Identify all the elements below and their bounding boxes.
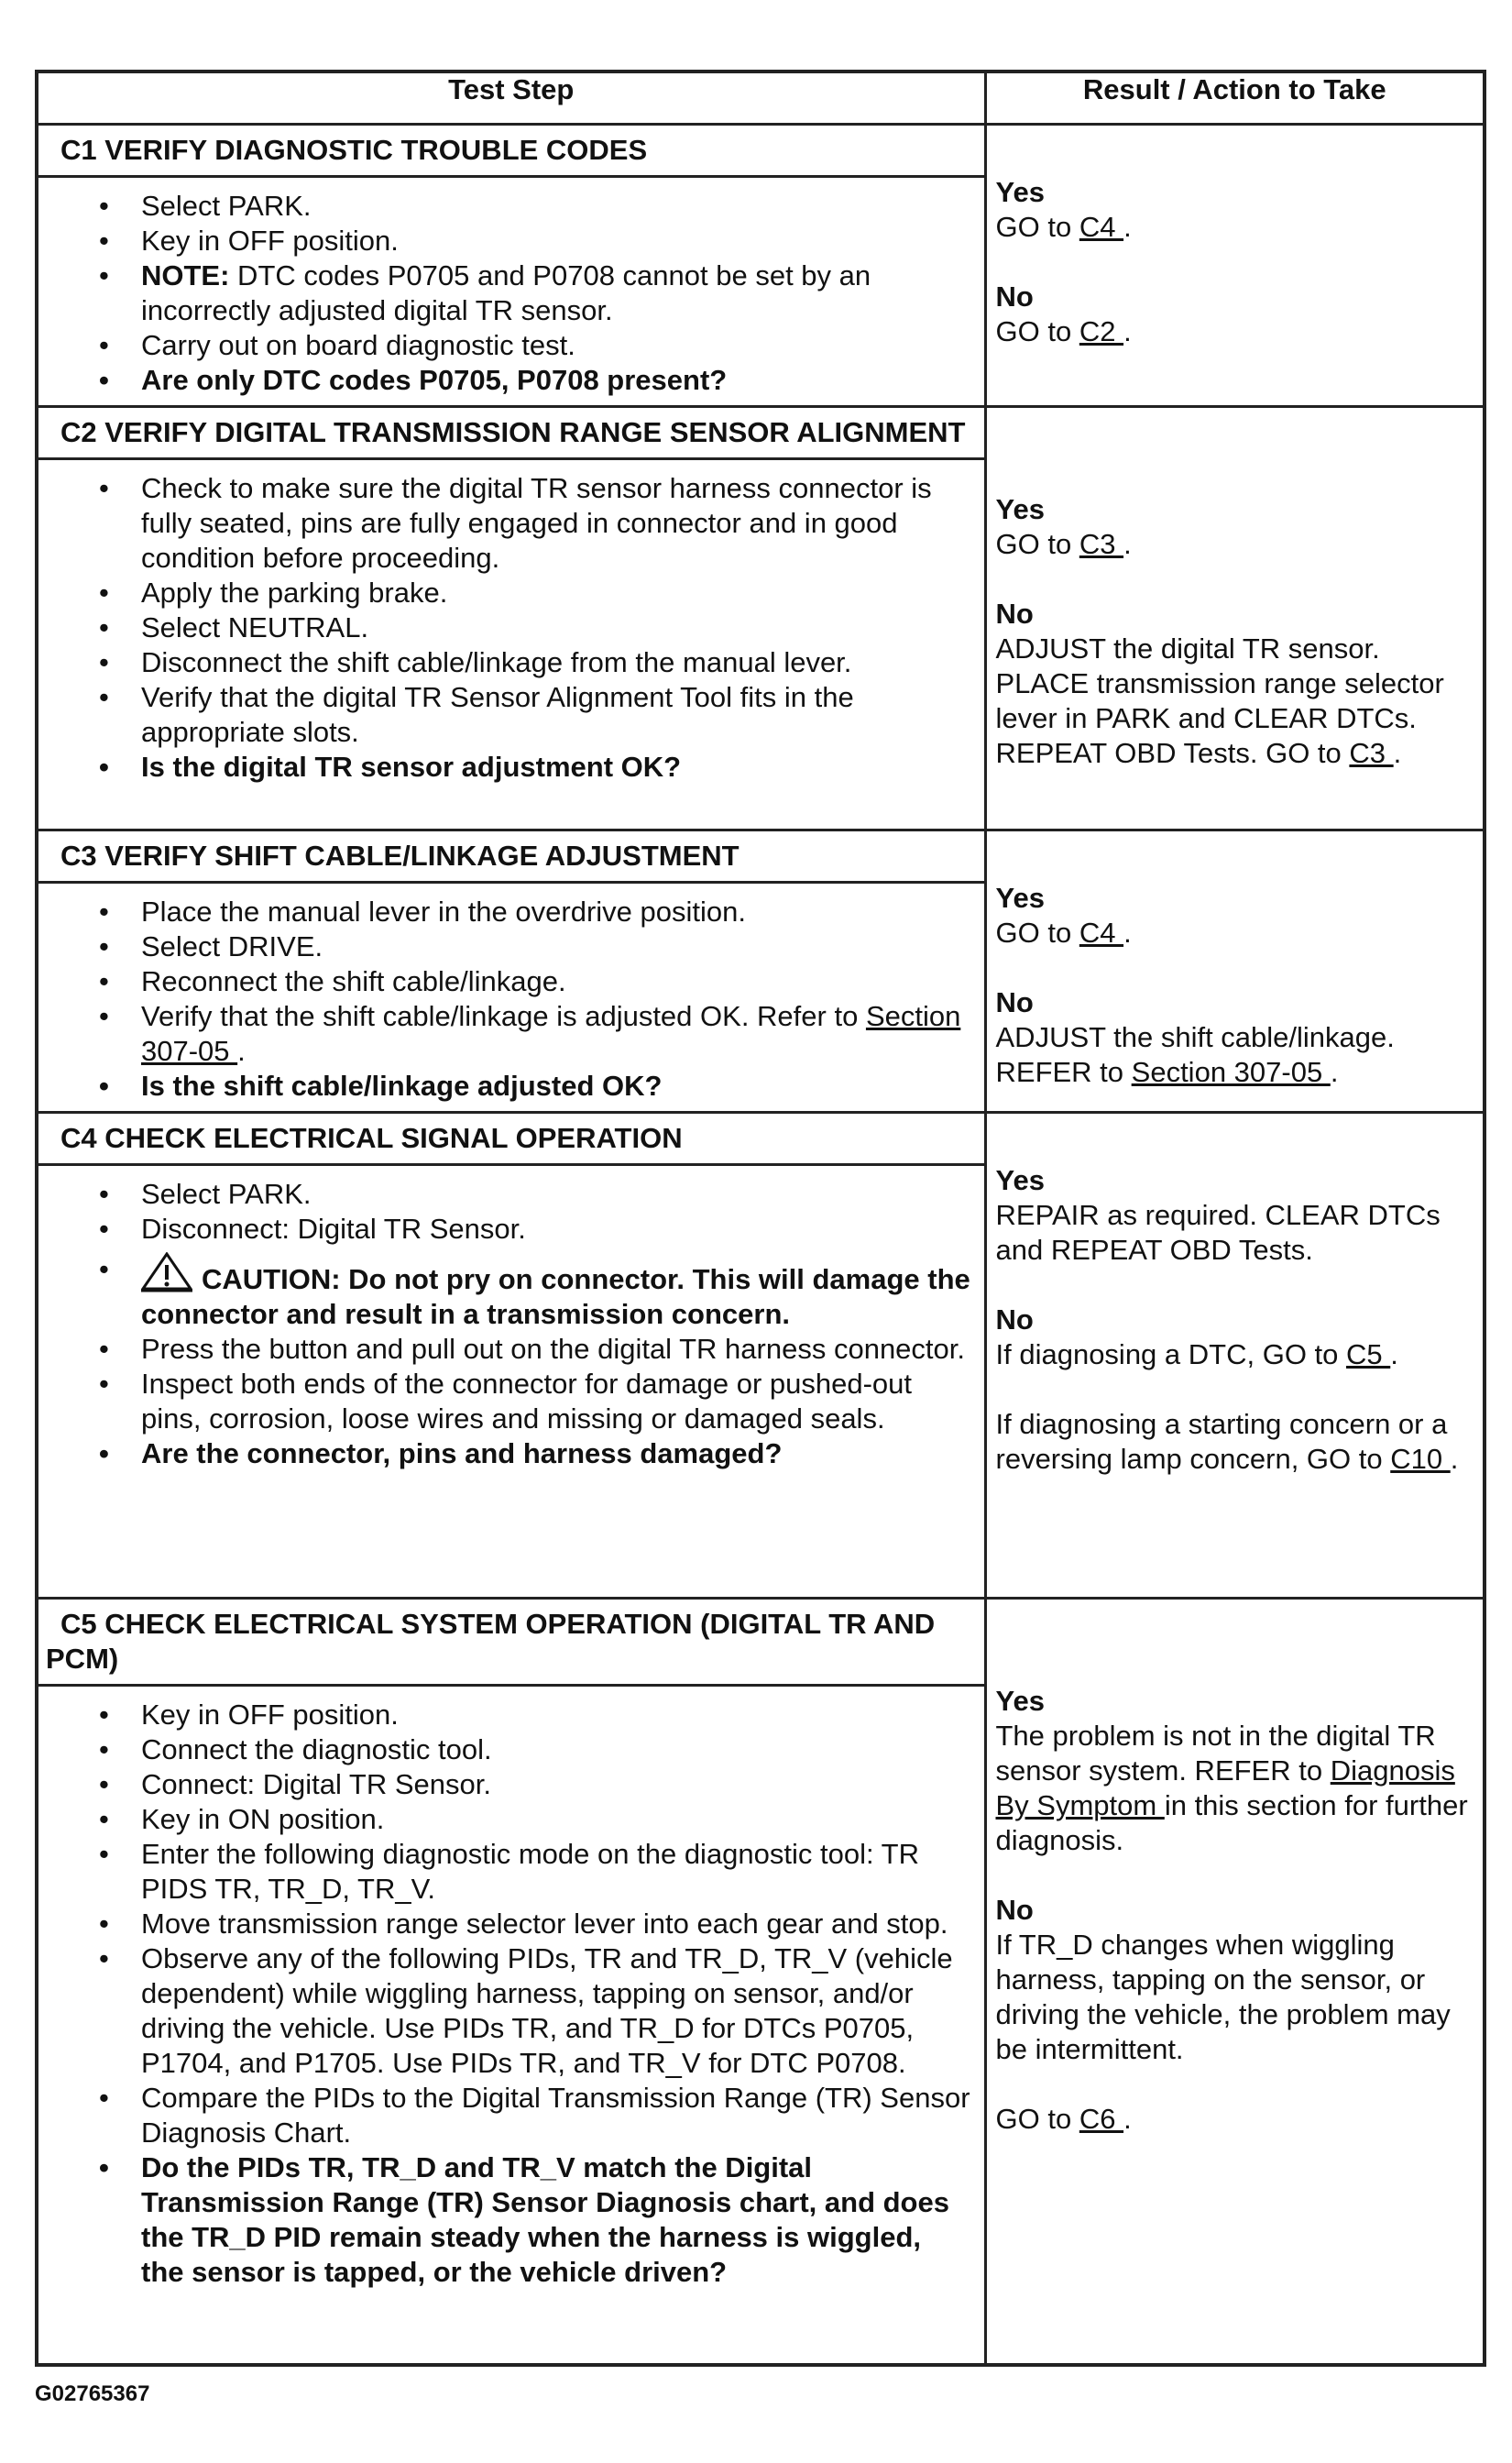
yes-action: GO to C4 .: [995, 917, 1132, 949]
list-item: • Connect the diagnostic tool.: [38, 1732, 971, 1767]
step-c2-test: [37, 407, 985, 830]
step-c1-test: [37, 125, 985, 407]
step-c3-title: C3 VERIFY SHIFT CABLE/LINKAGE ADJUSTMENT: [38, 831, 984, 884]
note-text: DTC codes P0705 and P0708 cannot be set by an incorrectly adjusted digital TR sensor.: [141, 259, 871, 326]
step-c1-question: • Are only DTC codes P0705, P0708 present?: [38, 363, 971, 398]
no-action: If TR_D changes when wiggling harness, tapping on the sensor, or driving the vehicle, the problem may be intermittent.: [995, 1929, 1451, 2065]
step-c2-list: [38, 460, 984, 792]
list-item: • Press the button and pull out on the digital TR harness connector.: [38, 1332, 971, 1367]
list-item: • Key in OFF position.: [38, 224, 971, 258]
note-label: NOTE:: [141, 259, 230, 291]
list-item: • Compare the PIDs to the Digital Transmission Range (TR) Sensor Diagnosis Chart.: [38, 2081, 971, 2150]
no-action-refer: REFER to Section 307-05 .: [995, 1056, 1339, 1088]
caution-triangle-icon: [141, 1252, 192, 1292]
step-c3-test: [37, 830, 985, 1113]
no-action: ADJUST the digital TR sensor. PLACE transmission range selector lever in PARK and CLEAR DTCs. REPEAT OBD Tests. GO to C3 .: [995, 632, 1444, 769]
link-c4[interactable]: C4: [1079, 211, 1124, 243]
no-label: No: [995, 1894, 1034, 1926]
step-c2-question: • Is the digital TR sensor adjustment OK?: [38, 750, 971, 785]
no-action: ADJUST the shift cable/linkage.: [995, 1021, 1395, 1053]
step-c4-title: C4 CHECK ELECTRICAL SIGNAL OPERATION: [38, 1114, 984, 1166]
link-section-307-05[interactable]: Section 307-05: [141, 1000, 961, 1067]
list-item: • Observe any of the following PIDs, TR and TR_D, TR_V (vehicle dependent) while wiggling harness, tapping on sensor, and/or driving the vehicle. Use PIDs TR, and TR_D for DTCs P0705, P1704, and P1705. Use PIDs TR, and TR_V for DTC P0708.: [38, 1941, 971, 2081]
step-c4-result: [985, 1113, 1485, 1599]
step-c2-title: C2 VERIFY DIGITAL TRANSMISSION RANGE SENSOR ALIGNMENT: [38, 408, 984, 460]
header-test-step: Test Step: [37, 71, 985, 125]
list-item: • Apply the parking brake.: [38, 576, 971, 610]
list-item: • Carry out on board diagnostic test.: [38, 328, 971, 363]
list-item-note: [38, 258, 971, 328]
list-item: • Connect: Digital TR Sensor.: [38, 1767, 971, 1802]
list-item: • Inspect both ends of the connector for damage or pushed-out pins, corrosion, loose wires and missing or damaged seals.: [38, 1367, 971, 1436]
list-item: • Select PARK.: [38, 189, 971, 224]
yes-label: Yes: [995, 1685, 1045, 1717]
pinpoint-test-table: [35, 70, 1486, 2367]
table-header-row: [37, 71, 1485, 125]
list-item-caution: [38, 1252, 971, 1332]
yes-action: GO to C3 .: [995, 528, 1132, 560]
yes-label: Yes: [995, 493, 1045, 525]
step-c1-list: [38, 178, 984, 405]
link-diagnosis-by-symptom[interactable]: Diagnosis By Symptom: [995, 1754, 1455, 1821]
step-c5-row: [37, 1599, 1485, 2365]
step-c3-list: [38, 884, 984, 1111]
step-c5-question: • Do the PIDs TR, TR_D and TR_V match the Digital Transmission Range (TR) Sensor Diagnosis chart, and does the TR_D PID remain steady when the harness is wiggled, the sensor is tapped, or the vehicle driven?: [38, 2150, 971, 2290]
step-c5-result: [985, 1599, 1485, 2365]
yes-label: Yes: [995, 176, 1045, 208]
no-action: If diagnosing a DTC, GO to C5 .: [995, 1338, 1398, 1370]
step-c4-question: • Are the connector, pins and harness damaged?: [38, 1436, 971, 1471]
step-c3-row: [37, 830, 1485, 1113]
link-c3[interactable]: C3: [1349, 737, 1394, 769]
link-c6[interactable]: C6: [1079, 2103, 1124, 2135]
yes-action: REPAIR as required. CLEAR DTCs and REPEAT OBD Tests.: [995, 1199, 1441, 1266]
no-label: No: [995, 598, 1034, 630]
header-result-action: Result / Action to Take: [985, 71, 1485, 125]
link-c4[interactable]: C4: [1079, 917, 1124, 949]
list-item: • Verify that the shift cable/linkage is adjusted OK. Refer to Section 307-05 .: [38, 999, 971, 1069]
list-item: • Place the manual lever in the overdrive position.: [38, 895, 971, 929]
step-c4-row: [37, 1113, 1485, 1599]
step-c5-title: C5 CHECK ELECTRICAL SYSTEM OPERATION (DIGITAL TR AND PCM): [38, 1600, 984, 1687]
link-section-307-05[interactable]: Section 307-05: [1131, 1056, 1331, 1088]
list-item: • Reconnect the shift cable/linkage.: [38, 964, 971, 999]
step-c1-title: C1 VERIFY DIAGNOSTIC TROUBLE CODES: [38, 126, 984, 178]
list-item: • Enter the following diagnostic mode on the diagnostic tool: TR PIDS TR, TR_D, TR_V.: [38, 1837, 971, 1907]
list-item: • Check to make sure the digital TR sensor harness connector is fully seated, pins are fully engaged in connector and in good condition before proceeding.: [38, 471, 971, 576]
step-c3-result: [985, 830, 1485, 1113]
no-action: GO to C2 .: [995, 315, 1132, 347]
no-label: No: [995, 280, 1034, 313]
list-item: • Disconnect the shift cable/linkage from the manual lever.: [38, 645, 971, 680]
no-action-go: GO to C6 .: [995, 2103, 1132, 2135]
link-c3[interactable]: C3: [1079, 528, 1124, 560]
step-c3-question: • Is the shift cable/linkage adjusted OK?: [38, 1069, 971, 1104]
step-c1-row: [37, 125, 1485, 407]
yes-action: The problem is not in the digital TR sensor system. REFER to Diagnosis By Symptom in this section for further diagnosis.: [995, 1720, 1468, 1856]
list-item: • Disconnect: Digital TR Sensor.: [38, 1212, 971, 1247]
step-c4-test: [37, 1113, 985, 1599]
yes-label: Yes: [995, 882, 1045, 914]
no-label: No: [995, 986, 1034, 1018]
yes-label: Yes: [995, 1164, 1045, 1196]
step-c5-test: [37, 1599, 985, 2365]
step-c2-row: [37, 407, 1485, 830]
caution-text: CAUTION: Do not pry on connector. This will damage the connector and result in a transmission concern.: [141, 1263, 970, 1330]
list-item: • Select NEUTRAL.: [38, 610, 971, 645]
list-item: • Select PARK.: [38, 1177, 971, 1212]
list-item: • Select DRIVE.: [38, 929, 971, 964]
yes-action: GO to C4 .: [995, 211, 1132, 243]
link-c2[interactable]: C2: [1079, 315, 1124, 347]
step-c1-result: [985, 125, 1485, 407]
list-item: • Key in ON position.: [38, 1802, 971, 1837]
link-c10[interactable]: C10: [1390, 1443, 1451, 1475]
diagnostic-document: [35, 70, 1483, 2367]
list-item: • Move transmission range selector lever into each gear and stop.: [38, 1907, 971, 1941]
link-c5[interactable]: C5: [1346, 1338, 1391, 1370]
no-label: No: [995, 1303, 1034, 1336]
step-c5-list: [38, 1687, 984, 2297]
figure-id: G02765367: [35, 2381, 150, 2406]
step-c2-result: [985, 407, 1485, 830]
step-c4-list: [38, 1166, 984, 1479]
list-item: • Key in OFF position.: [38, 1698, 971, 1732]
no-action-starting: If diagnosing a starting concern or a reversing lamp concern, GO to C10 .: [995, 1408, 1459, 1475]
list-item: • Verify that the digital TR Sensor Alignment Tool fits in the appropriate slots.: [38, 680, 971, 750]
